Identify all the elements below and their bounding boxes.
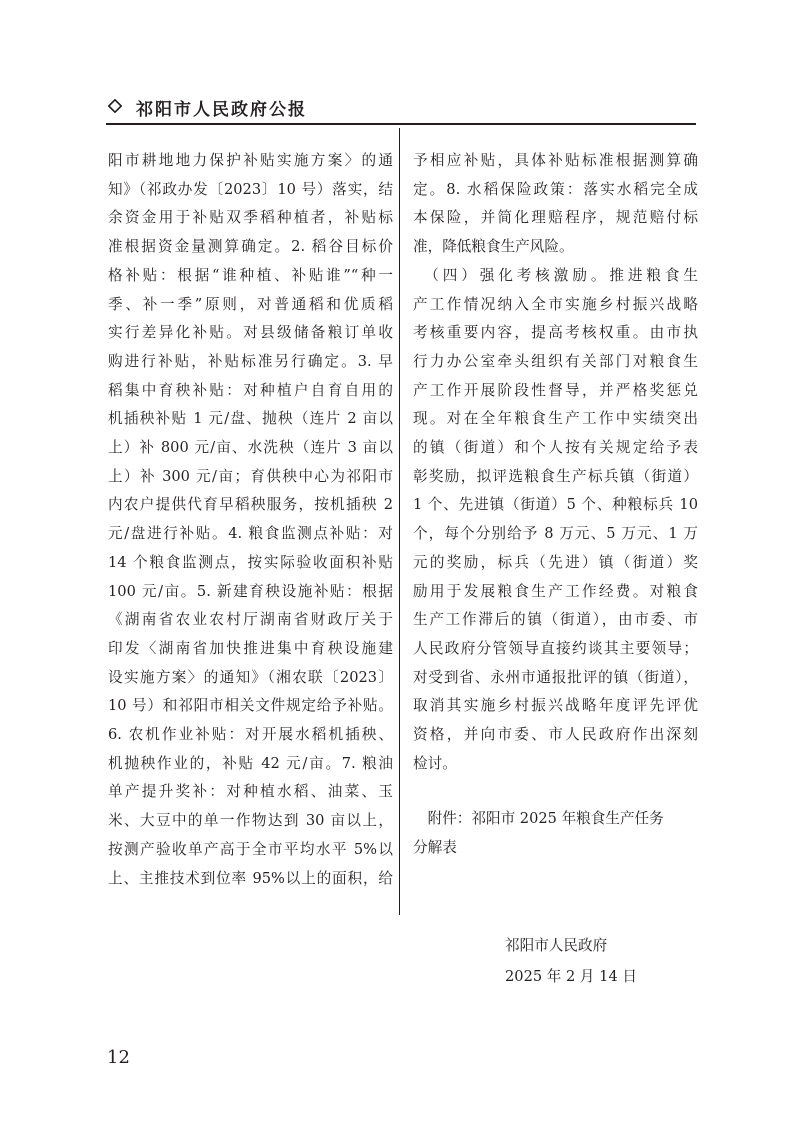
text-line: 《湖南省农业农村厅湖南省财政厅关于	[108, 611, 393, 629]
page-header	[106, 93, 696, 127]
text-line: 机抛秧作业的，补贴 42 元/亩。7. 粮油	[108, 754, 393, 772]
text-line: 考核重要内容，提高考核权重。由市执	[413, 324, 698, 342]
text-line: 格补贴：根据“谁种植、补贴谁”“种一	[108, 266, 393, 284]
gazette-title: 祁阳市人民政府公报	[136, 100, 307, 120]
text-line: 机插秧补贴 1 元/盘、抛秧（连片 2 亩以	[108, 410, 393, 428]
attachment-note	[413, 805, 698, 862]
text-line: 购进行补贴，补贴标准另行确定。3. 早	[108, 352, 393, 370]
signature-date: 2025 年 2 月 14 日	[505, 968, 637, 985]
text-line: 行力办公室牵头组织有关部门对粮食生	[413, 352, 698, 370]
text-line: 元/盘进行补贴。4. 粮食监测点补贴：对	[108, 525, 393, 543]
text-line: 14 个粮食监测点，按实际验收面积补贴	[108, 553, 393, 571]
text-line: 设实施方案〉的通知》（湘农联〔2023〕	[108, 668, 393, 686]
text-line: 1 个、先进镇（街道）5 个、种粮标兵 10	[413, 496, 698, 514]
text-line: 生产工作滞后的镇（街道），由市委、市	[413, 611, 698, 629]
text-line: 检讨。	[413, 754, 457, 772]
text-line: 按测产验收单产高于全市平均水平 5%以	[108, 840, 393, 858]
text-line: 的镇（街道）和个人按有关规定给予表	[413, 439, 698, 457]
text-line: 产工作开展阶段性督导，并严格奖惩兑	[413, 381, 698, 399]
text-line: 内农户提供代育早稻秧服务，按机插秧 2	[108, 496, 393, 514]
text-line: 上、主推技术到位率 95%以上的面积，给	[108, 869, 393, 887]
text-line: 准，降低粮食生产风险。	[413, 238, 574, 256]
text-line: 个，每个分别给予 8 万元、5 万元、1 万	[413, 525, 698, 543]
text-line: 单产提升奖补：对种植水稻、油菜、玉	[108, 783, 393, 801]
text-line: 本保险，并简化理赔程序，规范赔付标	[413, 209, 698, 227]
text-line: 余资金用于补贴双季稻种植者，补贴标	[108, 209, 393, 227]
text-line: 米、大豆中的单一作物达到 30 亩以上，	[108, 812, 393, 830]
signature-org: 祁阳市人民政府	[505, 937, 608, 954]
text-line: 彰奖励，拟评选粮食生产标兵镇（街道）	[413, 467, 698, 485]
attachment-line: 分解表	[413, 838, 457, 856]
signature-block	[505, 930, 685, 992]
text-line: 元的奖励，标兵（先进）镇（街道）奖	[413, 553, 698, 571]
text-line: 阳市耕地地力保护补贴实施方案〉的通	[108, 152, 393, 169]
attachment-line: 附件：祁阳市 2025 年粮食生产任务	[413, 810, 664, 827]
text-line: 知》（祁政办发〔2023〕10 号）落实，结	[108, 180, 393, 198]
text-line: 现。对在全年粮食生产工作中实绩突出	[413, 410, 698, 428]
text-line: （四）强化考核激励。推进粮食生	[413, 266, 698, 284]
column-divider	[399, 128, 400, 915]
text-line: 予相应补贴，具体补贴标准根据测算确	[413, 152, 698, 169]
header-rule	[106, 123, 696, 125]
text-line: 6. 农机作业补贴：对开展水稻机插秧、	[108, 726, 393, 744]
text-line: 10 号）和祁阳市相关文件规定给予补贴。	[108, 697, 393, 715]
text-line: 定。8. 水稻保险政策：落实水稻完全成	[413, 180, 698, 198]
text-line: 印发〈湖南省加快推进集中育秧设施建	[108, 639, 393, 657]
diamond-icon	[108, 99, 122, 113]
text-line: 上）补 300 元/亩；育供秧中心为祁阳市	[108, 467, 393, 485]
text-line: 励用于发展粮食生产工作经费。对粮食	[413, 582, 698, 600]
text-line: 上）补 800 元/亩、水洗秧（连片 3 亩以	[108, 439, 393, 457]
text-line: 产工作情况纳入全市实施乡村振兴战略	[413, 295, 698, 313]
right-column	[413, 147, 698, 778]
text-line: 对受到省、永州市通报批评的镇（街道），	[413, 668, 698, 686]
left-column	[108, 147, 393, 893]
page-number: 12	[107, 1047, 130, 1068]
text-line: 实行差异化补贴。对县级储备粮订单收	[108, 324, 393, 342]
text-line: 取消其实施乡村振兴战略年度评先评优	[413, 697, 698, 715]
text-line: 稻集中育秧补贴：对种植户自育自用的	[108, 381, 393, 399]
text-line: 季、补一季”原则，对普通稻和优质稻	[108, 295, 393, 313]
text-line: 100 元/亩。5. 新建育秧设施补贴：根据	[108, 582, 393, 600]
text-line: 人民政府分管领导直接约谈其主要领导；	[413, 639, 698, 657]
text-line: 准根据资金量测算确定。2. 稻谷目标价	[108, 238, 393, 256]
text-line: 资格，并向市委、市人民政府作出深刻	[413, 726, 698, 744]
